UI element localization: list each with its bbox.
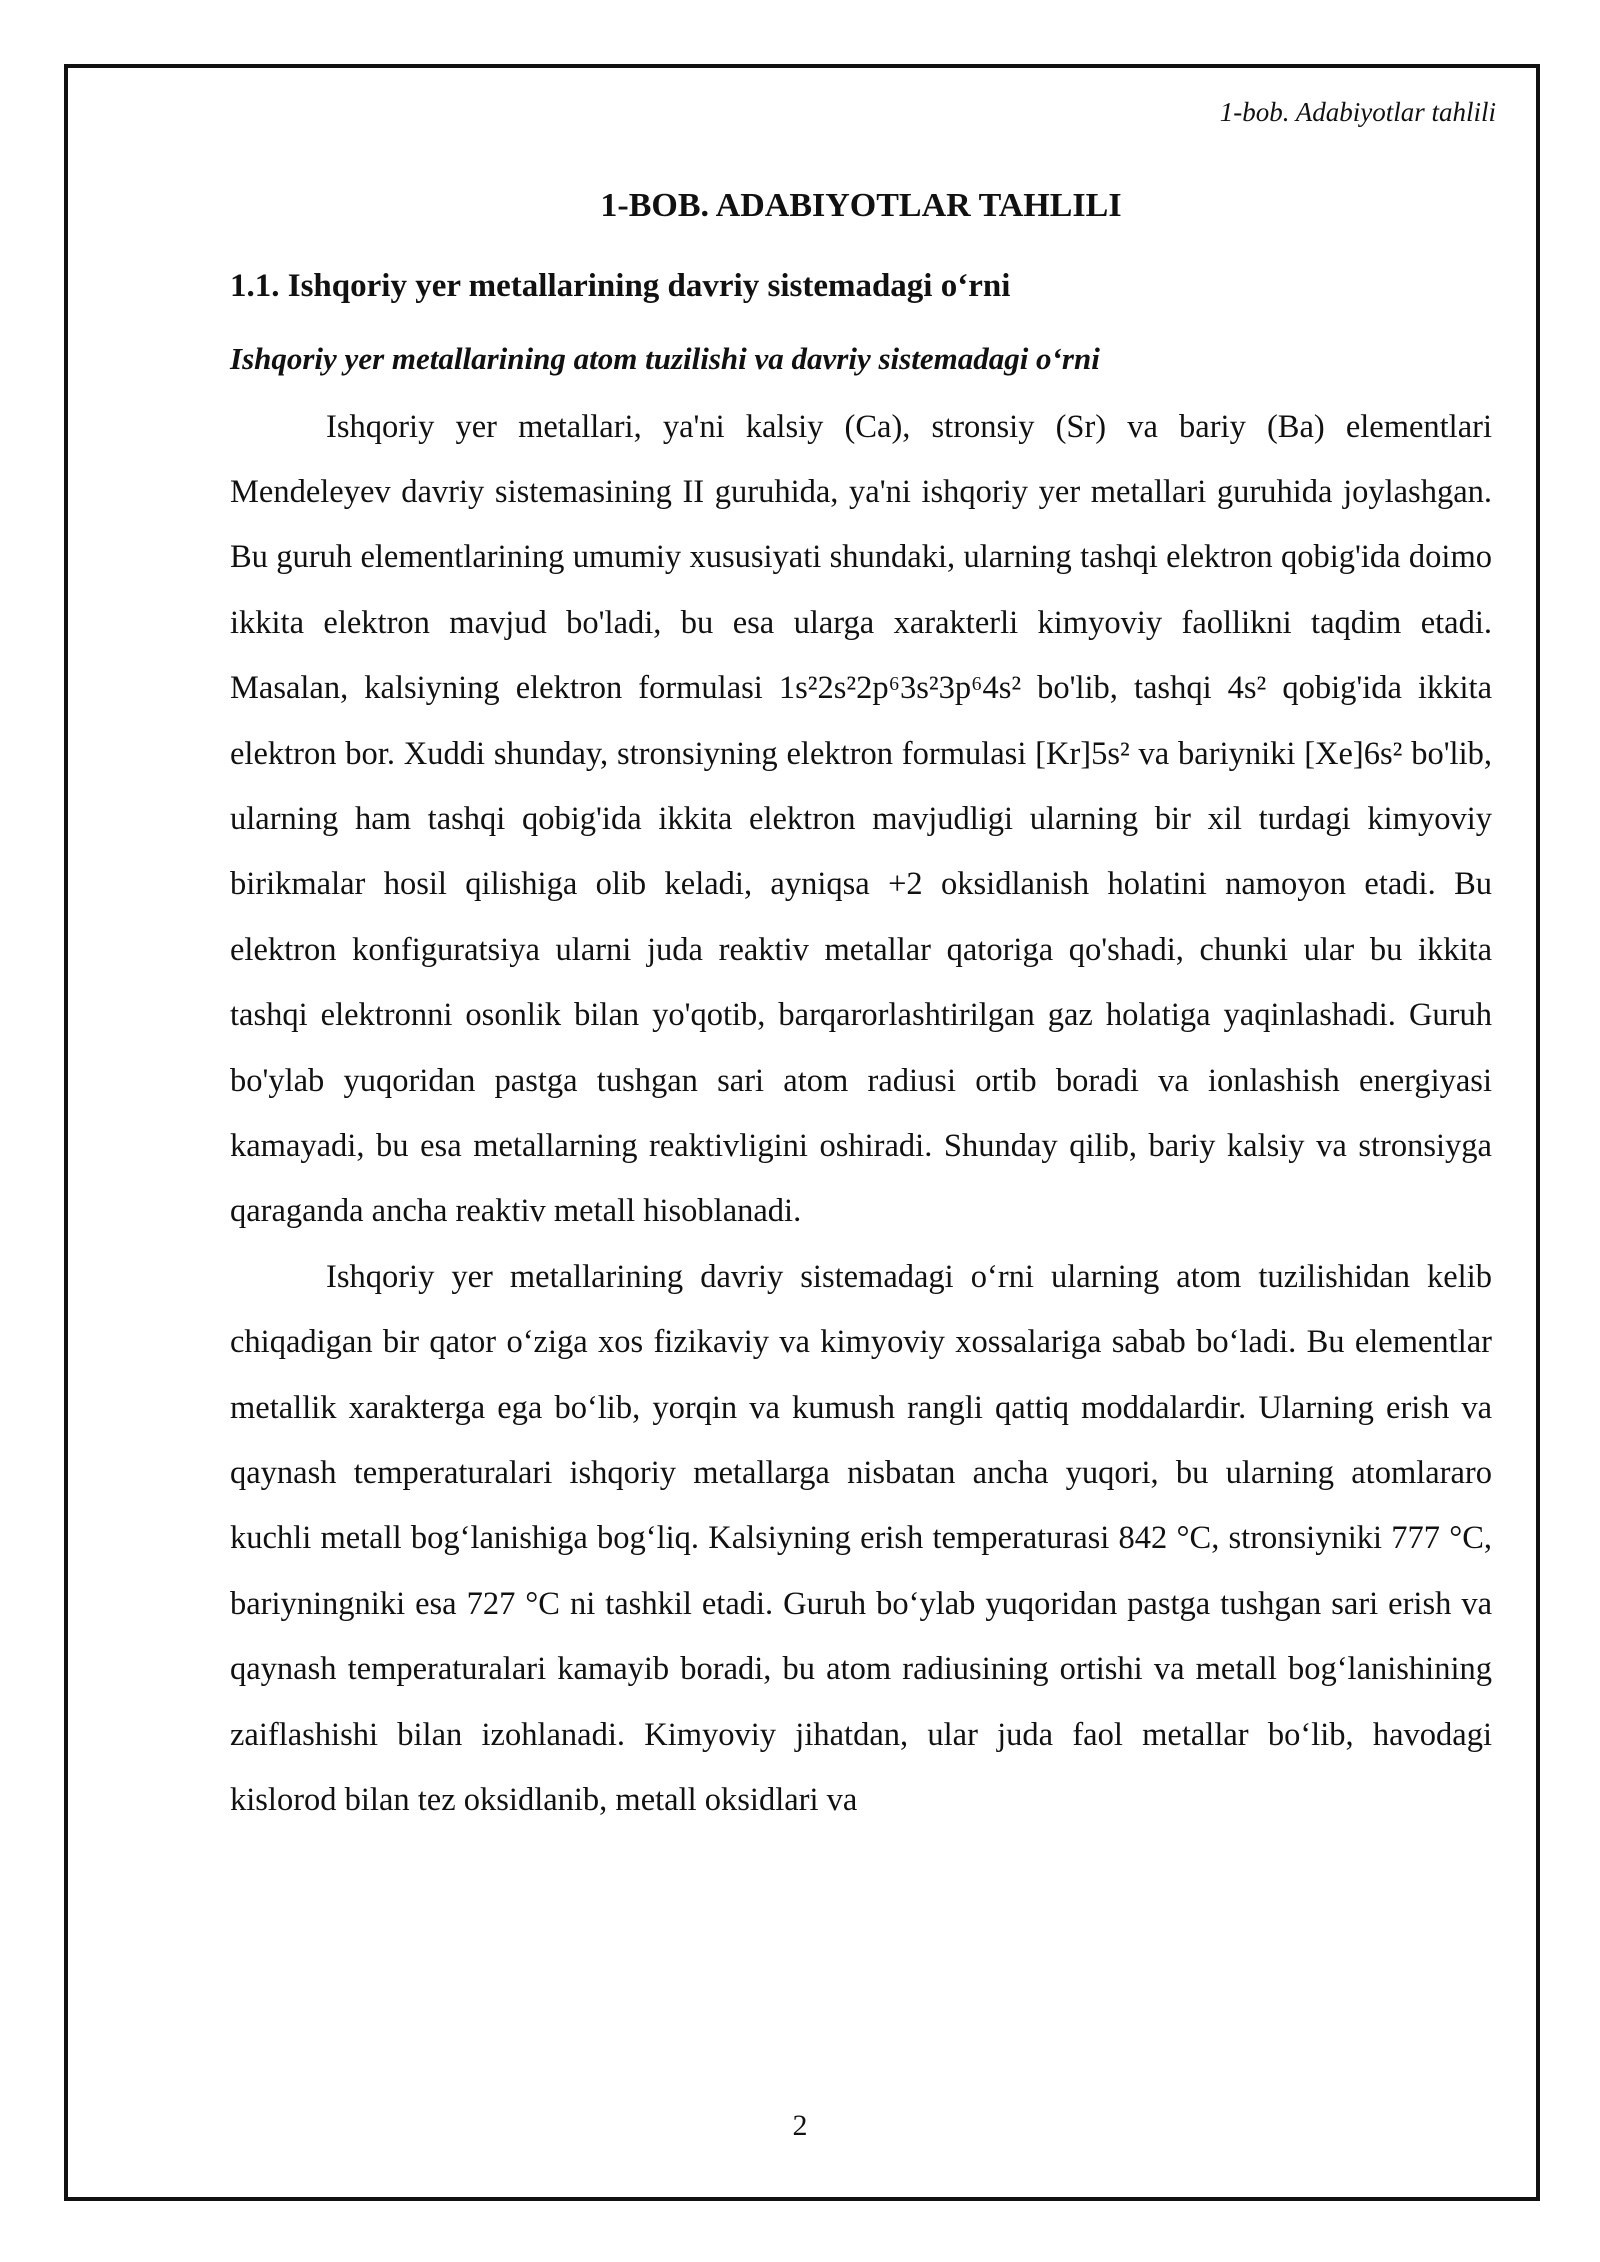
section-title: 1.1. Ishqoriy yer metallarining davriy sistemadagi o‘rni [230, 267, 1011, 304]
running-header: 1-bob. Adabiyotlar tahlili [1219, 97, 1496, 127]
body-paragraph: Ishqoriy yer metallarining davriy sistemadagi o‘rni ularning atom tuzilishidan kelib chiqadigan bir qator o‘ziga xos fizikaviy va kimyoviy xossalariga sabab bo‘ladi. Bu elementlar metallik xarakterga ega bo‘lib, yorqin va kumush rangli qattiq moddalardir. Ularning erish va qaynash temperaturalari ishqoriy metallarga nisbatan ancha yuqori, bu ularning atomlararo kuchli metall bog‘lanishiga bog‘liq. Kalsiyning erish temperaturasi 842 °C, stronsiyniki 777 °C, bariyningniki esa 727 °C ni tashkil etadi. Guruh bo‘ylab yuqoridan pastga tushgan sari erish va qaynash temperaturalari kamayib boradi, bu atom radiusining ortishi va metall bog‘lanishining zaiflashishi bilan izohlanadi. Kimyoviy jihatdan, ular juda faol metallar bo‘lib, havodagi kislorod bilan tez oksidlanib, metall oksidlari va [230, 1258, 1492, 1819]
chapter-title: 1-BOB. ADABIYOTLAR TAHLILI [600, 187, 1122, 224]
page-content [230, 186, 1492, 1834]
body-paragraph: Ishqoriy yer metallari, ya'ni kalsiy (Ca), stronsiy (Sr) va bariy (Ba) elementlari Mendeleyev davriy sistemasining II guruhida, ya'ni ishqoriy yer metallari guruhida joylashgan. Bu guruh elementlarining umumiy xususiyati shundaki, ularning tashqi elektron qobig'ida doimo ikkita elektron mavjud bo'ladi, bu esa ularga xarakterli kimyoviy faollikni taqdim etadi. Masalan, kalsiyning elektron formulasi 1s²2s²2p⁶3s²3p⁶4s² bo'lib, tashqi 4s² qobig'ida ikkita elektron bor. Xuddi shunday, stronsiyning elektron formulasi [Kr]5s² va bariyniki [Xe]6s² bo'lib, ularning ham tashqi qobig'ida ikkita elektron mavjudligi ularning bir xil turdagi kimyoviy birikmalar hosil qilishiga olib keladi, ayniqsa +2 oksidlanish holatini namoyon etadi. Bu elektron konfiguratsiya ularni juda reaktiv metallar qatoriga qo'shadi, chunki ular bu ikkita tashqi elektronni osonlik bilan yo'qotib, barqarorlashtirilgan gaz holatiga yaqinlashadi. Guruh bo'ylab yuqoridan pastga tushgan sari atom radiusi ortib boradi va ionlashish energiyasi kamayadi, bu esa metallarning reaktivligini oshiradi. Shunday qilib, bariy kalsiy va stronsiyga qaraganda ancha reaktiv metall hisoblanadi. [230, 408, 1492, 1230]
subsection-title: Ishqoriy yer metallarining atom tuzilishi va davriy sistemadagi o‘rni [230, 341, 1100, 377]
page-number: 2 [792, 2109, 808, 2142]
